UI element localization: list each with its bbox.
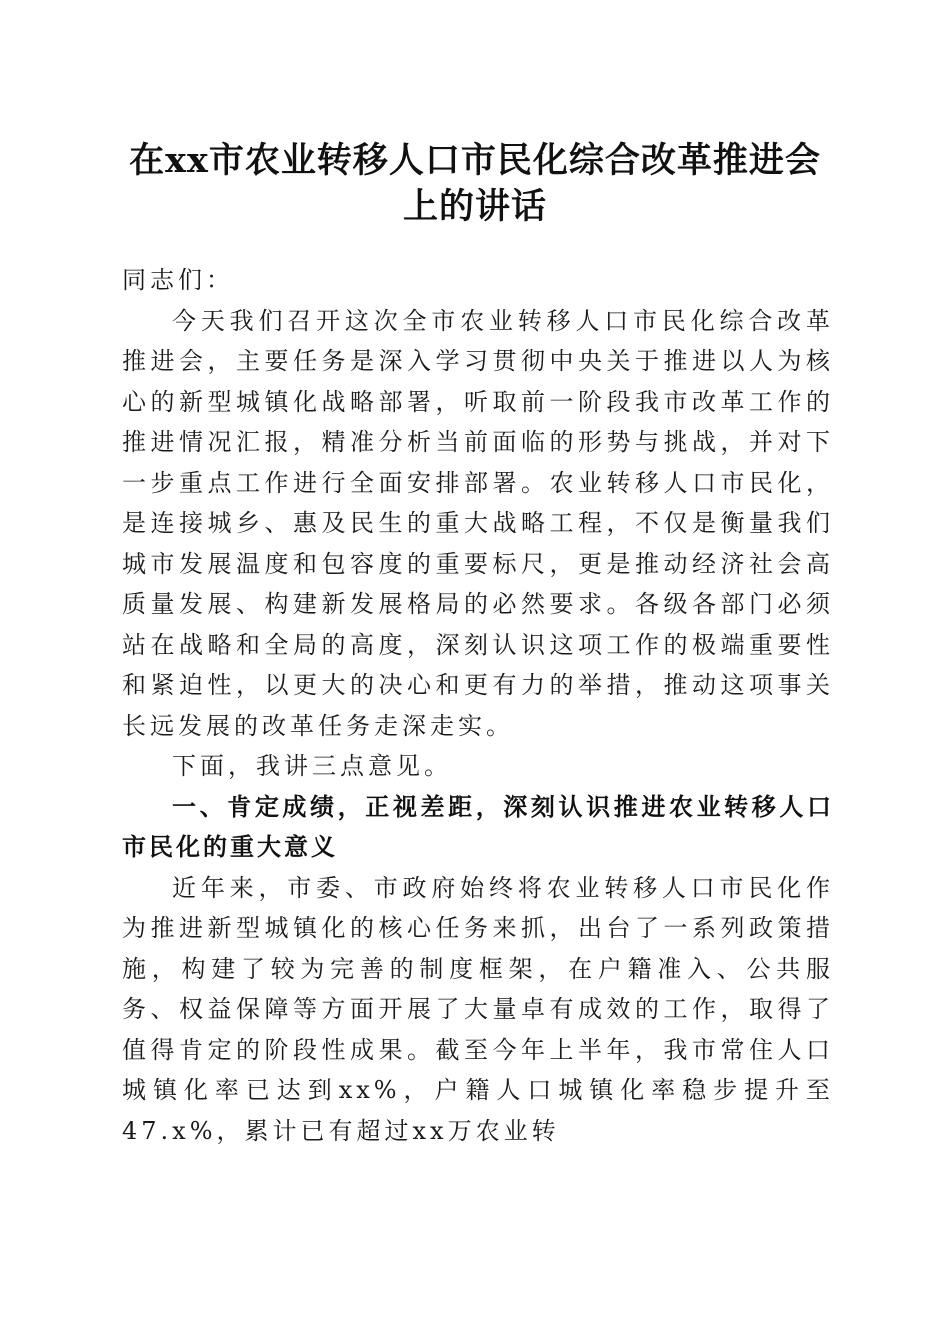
document-body (122, 260, 834, 1151)
section-heading-1: 一、肯定成绩，正视差距，深刻认识推进农业转移人口市民化的重大意义 (122, 792, 834, 861)
document-title (100, 138, 850, 230)
paragraph-outline: 下面，我讲三点意见。 (172, 752, 452, 780)
title-line-2: 上的讲话 (402, 186, 547, 227)
greeting: 同志们： (122, 266, 234, 294)
paragraph-achievements: 近年来，市委、市政府始终将农业转移人口市民化作为推进新型城镇化的核心任务来抓，出台了一系列政策措施，构建了较为完善的制度框架，在户籍准入、公共服务、权益保障等方面开展了大量卓有成效的工作，取得了值得肯定的阶段性成果。截至今年上半年，我市常住人口城镇化率已达到xx%，户籍人口城镇化率稳步提升至47.x%，累计已有超过xx万农业转 (122, 873, 834, 1145)
paragraph-opening: 今天我们召开这次全市农业转移人口市民化综合改革推进会，主要任务是深入学习贯彻中央关于推进以人为核心的新型城镇化战略部署，听取前一阶段我市改革工作的推进情况汇报，精准分析当前面临的形势与挑战，并对下一步重点工作进行全面安排部署。农业转移人口市民化，是连接城乡、惠及民生的重大战略工程，不仅是衡量我们城市发展温度和包容度的重要标尺，更是推动经济社会高质量发展、构建新发展格局的必然要求。各级各部门必须站在战略和全局的高度，深刻认识这项工作的极端重要性和紧迫性，以更大的决心和更有力的举措，推动这项事关长远发展的改革任务走深走实。 (122, 306, 834, 740)
title-line-1: 在xx市农业转移人口市民化综合改革推进会 (129, 140, 821, 181)
